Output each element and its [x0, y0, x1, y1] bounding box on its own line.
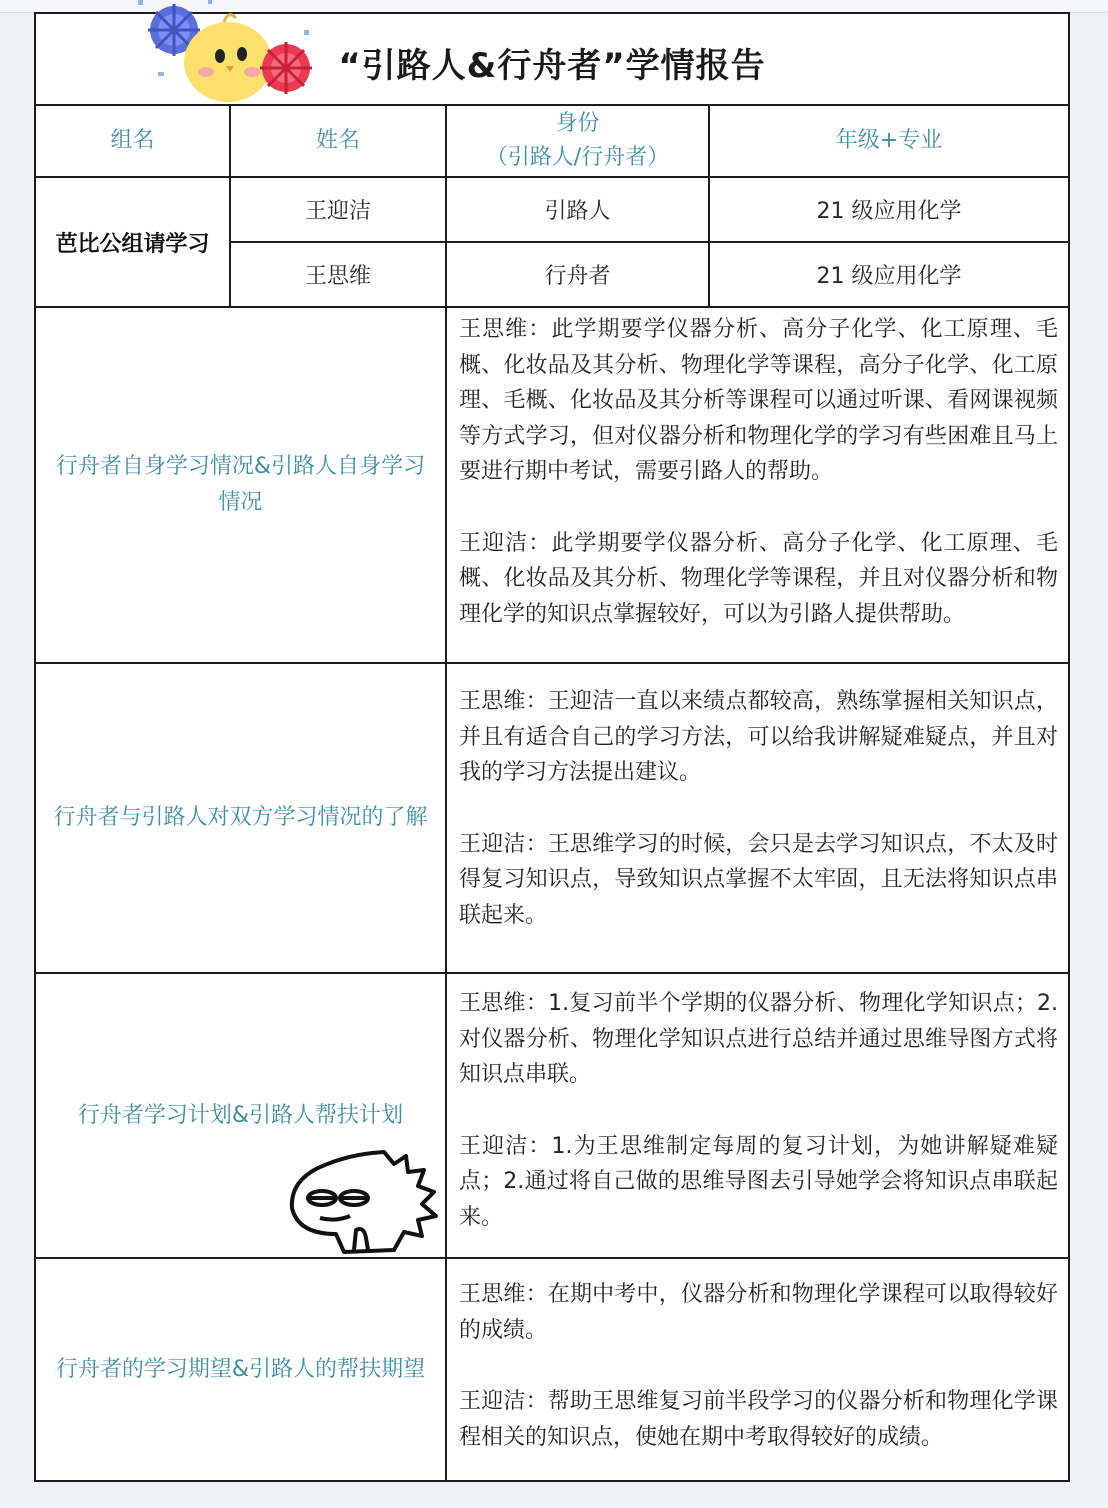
member-grade: 21 级应用化学: [709, 177, 1069, 242]
member-row: [35, 177, 1069, 242]
header-group: 组名: [35, 105, 230, 177]
member-identity: 行舟者: [446, 242, 709, 307]
section-row: [35, 663, 1069, 973]
header-row: [35, 105, 1069, 177]
section-paragraph: 王思维：在期中考中，仪器分析和物理化学课程可以取得较好的成绩。: [459, 1282, 1058, 1343]
section-content: [446, 973, 1069, 1258]
header-identity-label: 身份: [555, 111, 600, 136]
report-table: [34, 12, 1070, 1482]
section-topic: 行舟者与引路人对双方学习情况的了解: [35, 663, 446, 973]
section-paragraph: 王思维：王迎洁一直以来绩点都较高，熟练掌握相关知识点，并且有适合自己的学习方法，可以给我讲解疑难疑点，并且对我的学习方法提出建议。: [459, 689, 1058, 785]
section-paragraph: 王思维：此学期要学仪器分析、高分子化学、化工原理、毛概、化妆品及其分析、物理化学等课程，高分子化学、化工原理、毛概、化妆品及其分析等课程可以通过听课、看网课视频等方式学习，但对仪器分析和物理化学的学习有些困难且马上要进行期中考试，需要引路人的帮助。: [459, 317, 1058, 484]
section-topic: 行舟者的学习期望&引路人的帮扶期望: [35, 1258, 446, 1481]
section-row: [35, 973, 1069, 1258]
section-paragraph: 王迎洁：帮助王思维复习前半段学习的仪器分析和物理化学课程相关的知识点，使她在期中考取得较好的成绩。: [459, 1389, 1058, 1450]
section-content: [446, 663, 1069, 973]
section-paragraph: 王思维：1.复习前半个学期的仪器分析、物理化学知识点；2.对仪器分析、物理化学知识点进行总结并通过思维导图方式将知识点串联。: [459, 991, 1058, 1087]
section-paragraph: 王迎洁：1.为王思维制定每周的复习计划，为她讲解疑难疑点；2.通过将自己做的思维导图去引导她学会将知识点串联起来。: [459, 1133, 1058, 1230]
chick-sticker-icon: [128, 0, 318, 104]
section-topic: 行舟者自身学习情况&引路人自身学习情况: [35, 307, 446, 663]
section-row: [35, 1258, 1069, 1481]
header-identity-sub: （引路人/行舟者）: [485, 145, 670, 170]
member-name: 王迎洁: [230, 177, 446, 242]
member-grade: 21 级应用化学: [709, 242, 1069, 307]
section-topic: 行舟者学习计划&引路人帮扶计划: [35, 973, 446, 1258]
section-content: [446, 1258, 1069, 1481]
section-content: [446, 307, 1069, 663]
dinosaur-sticker-icon: [284, 1146, 446, 1258]
header-identity: [446, 105, 709, 177]
member-identity: 引路人: [446, 177, 709, 242]
group-name: 芭比公组请学习: [35, 177, 230, 307]
section-row: [35, 307, 1069, 663]
section-paragraph: 王迎洁：王思维学习的时候，会只是去学习知识点，不太及时得复习知识点，导致知识点掌握不太牢固，且无法将知识点串联起来。: [459, 831, 1058, 928]
header-grade: 年级+专业: [709, 105, 1069, 177]
report-title: “引路人&行舟者”学情报告: [338, 46, 766, 86]
member-name: 王思维: [230, 242, 446, 307]
header-name: 姓名: [230, 105, 446, 177]
section-paragraph: 王迎洁：此学期要学仪器分析、高分子化学、化工原理、毛概、化妆品及其分析、物理化学等课程，并且对仪器分析和物理化学的知识点掌握较好，可以为引路人提供帮助。: [459, 530, 1058, 627]
